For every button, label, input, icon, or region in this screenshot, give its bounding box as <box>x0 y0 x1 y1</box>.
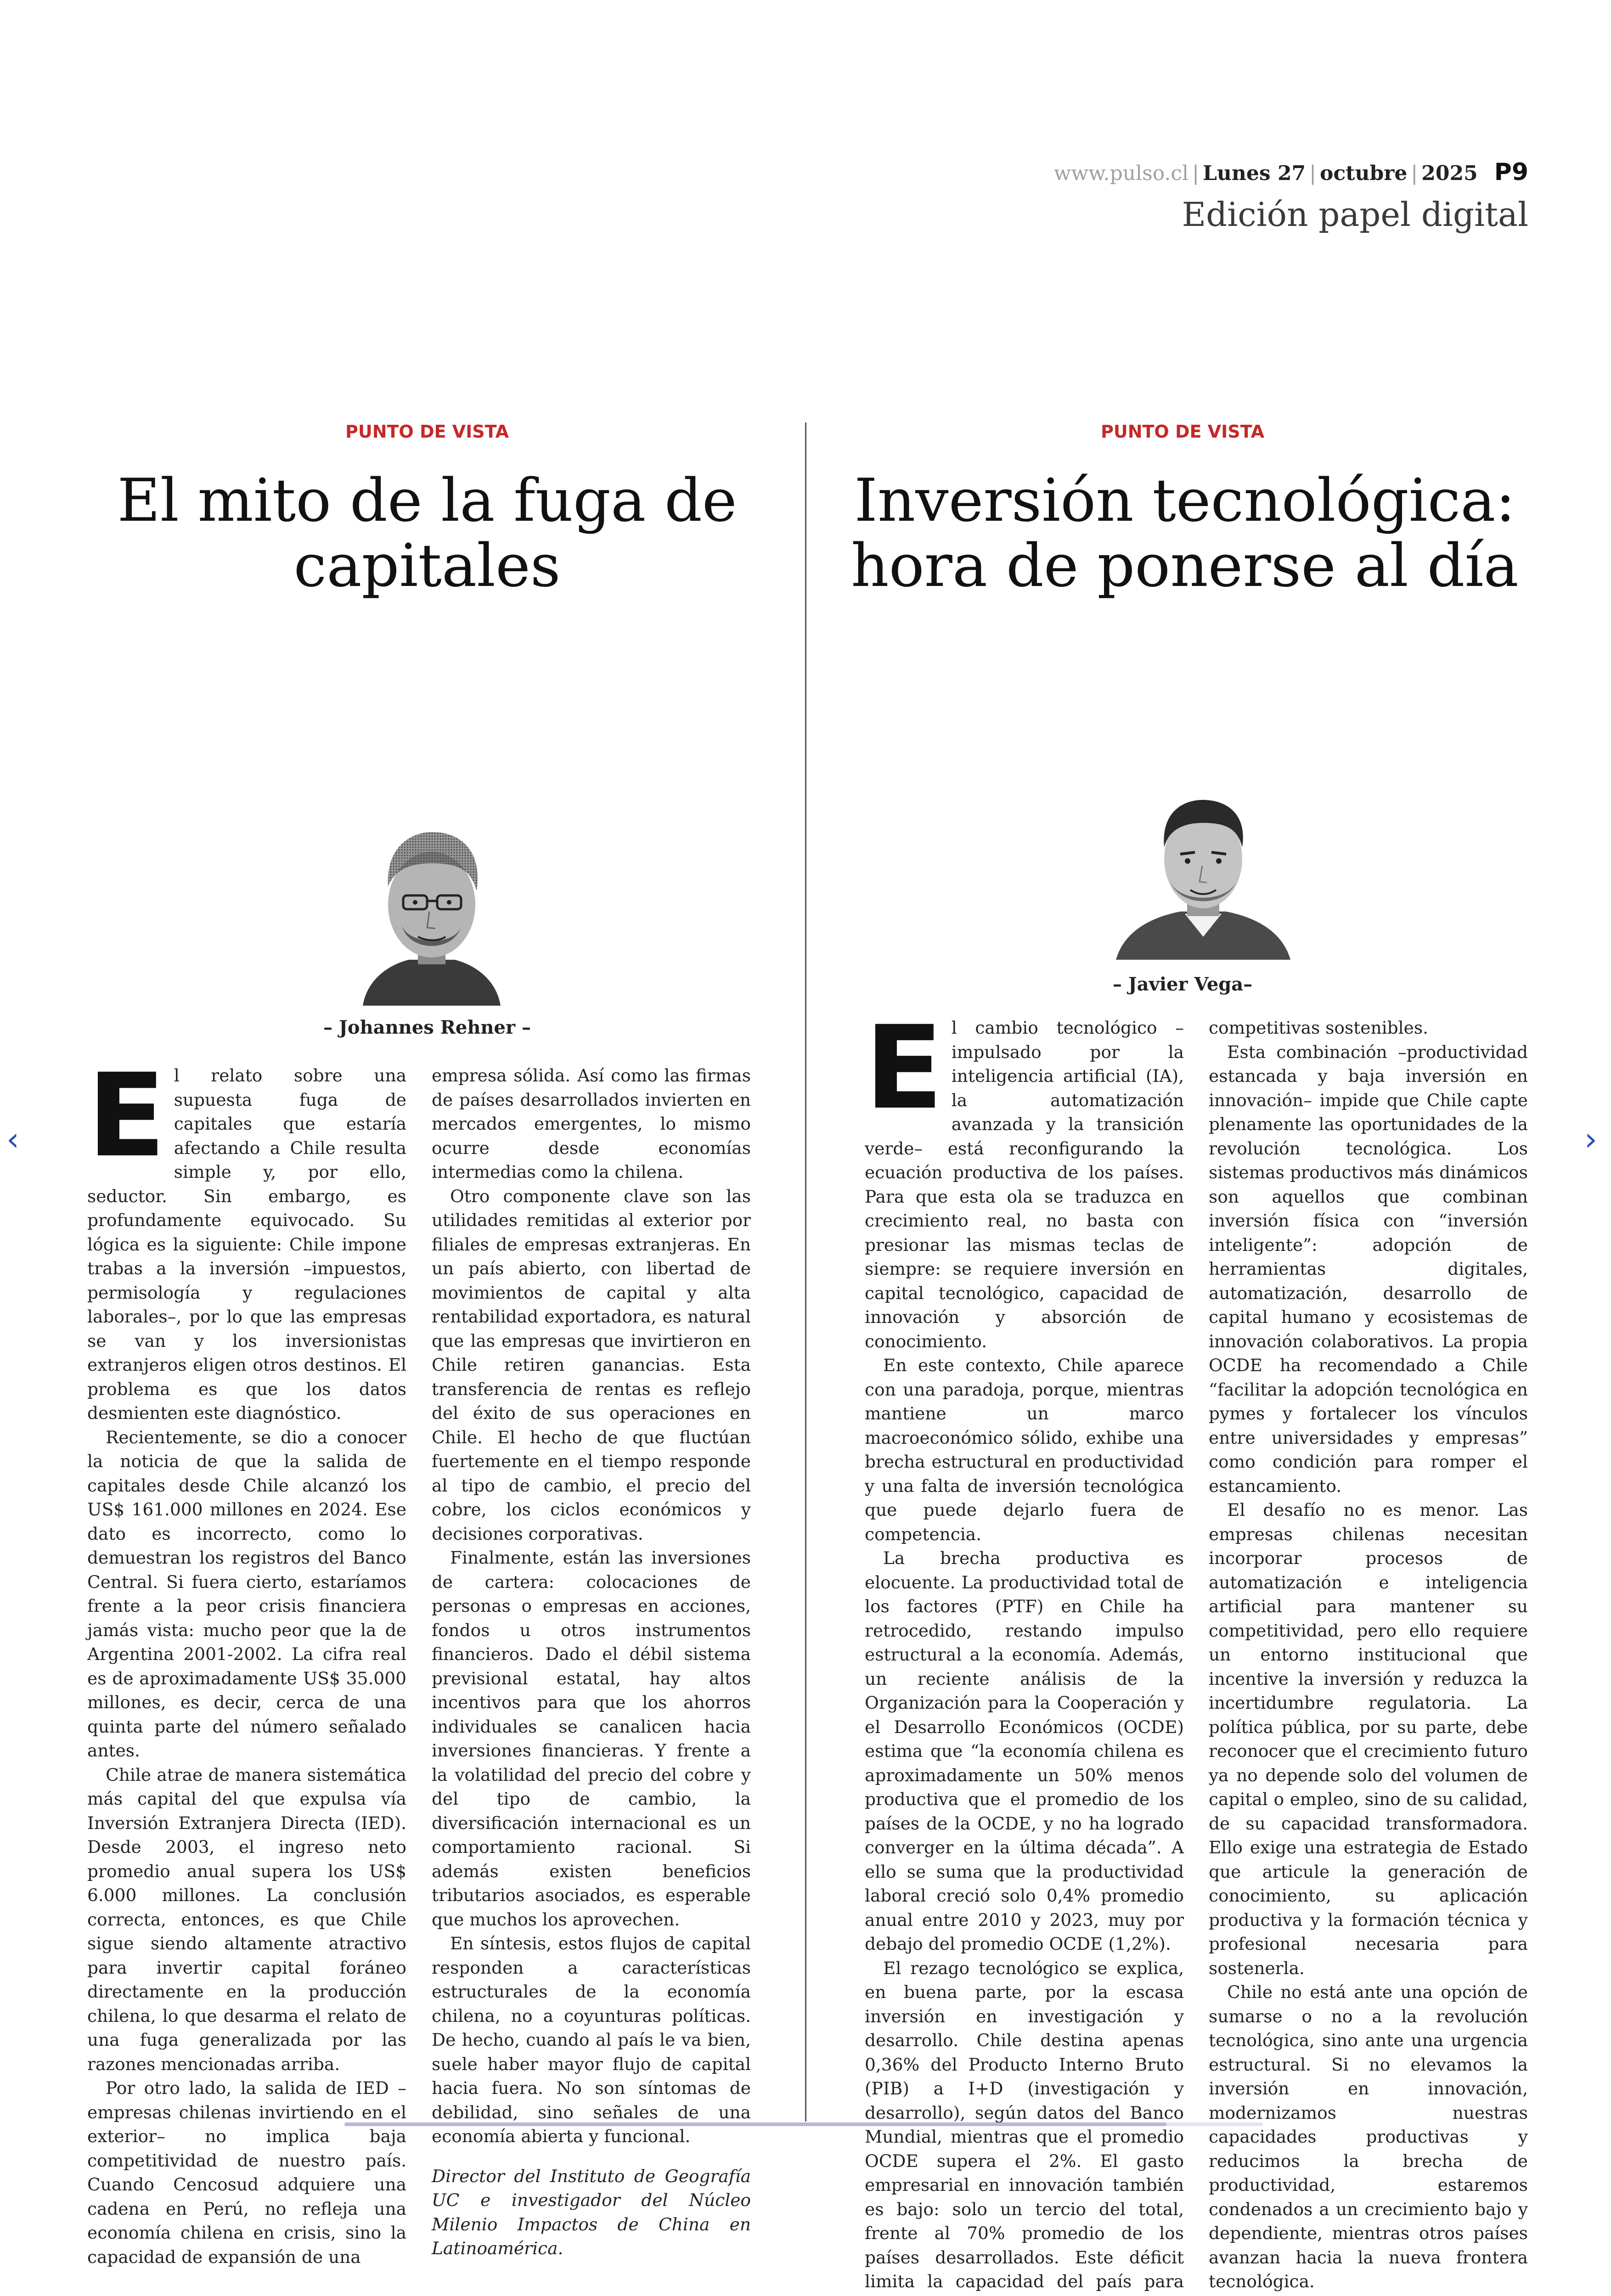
article-1-kicker: PUNTO DE VISTA <box>87 422 767 442</box>
edition-label: Edición papel digital <box>1054 195 1528 234</box>
chevron-right-icon[interactable]: › <box>1584 1120 1597 1158</box>
article-2-title <box>827 468 1543 599</box>
article-2-paragraph: La brecha productiva es elocuente. La productividad total de los factores (PTF) en Chile ha retrocedido, restando impulso estructural a la economía. Además, un reciente análisis de la Organización para la Cooperación y el Desarrollo Económicos (OCDE) estima que “la economía chilena es aproximadamente un 50% menos productiva que el promedio de los países de la OCDE, y no ha logrado converger en la última década”. A ello se suma que la productividad laboral creció solo 0,4% promedio anual entre 2010 y 2023, muy por debajo del promedio OCDE (1,2%). <box>865 1546 1184 1956</box>
page-number: P9 <box>1494 158 1528 186</box>
article-2-paragraph: l cambio tecnológico –impulsado por la inteligencia artificial (IA), la automatización avanzada y la transición verde– está reconfigurando la ecuación productiva de los países. Para que esta ola se traduzca en crecimiento real, no basta con presionar las mismas teclas de siempre: se requiere inversión en capital tecnológico, capacidad de innovación y absorción de conocimiento. <box>865 1016 1184 1353</box>
article-1-column-2 <box>432 1064 751 2261</box>
masthead <box>1054 158 1528 234</box>
date-month: octubre <box>1320 162 1407 185</box>
article-2-paragraph: competitivas sostenibles. <box>1209 1016 1528 1040</box>
scrollbar-thumb[interactable] <box>344 2122 1166 2126</box>
article-1-paragraph: Otro componente clave son las utilidades remitidas al exterior por filiales de empresas extranjeras. En un país abierto, con libertad de movimientos de capital y alta rentabilidad exportadora, es natural que las empresas que invirtieron en Chile retiren ganancias. Esta transferencia de rentas es reflejo del éxito de sus operaciones en Chile. El hecho de que fluctúan fuertemente en el tiempo responde al tipo de cambio, el precio del cobre, los ciclos económicos y decisiones corporativas. <box>432 1184 751 1546</box>
article-2-title-line2: hora de ponerse al día <box>827 534 1543 599</box>
article-2-paragraph: El rezago tecnológico se explica, en buena parte, por la escasa inversión en investigación y desarrollo. Chile destina apenas 0,36% del Producto Interno Bruto (PIB) a I+D (investigación y desarrollo), según datos del Banco Mundial, mientras que el promedio OCDE supera el 2%. El gasto empresarial en innovación también es bajo: solo un tercio del total, frente al 70% promedio de los países desarrollados. Este déficit limita la capacidad del país para <box>865 1956 1184 2296</box>
article-1-byline: – Johannes Rehner – <box>87 1017 767 1038</box>
article-2-paragraph: Esta combinación –productividad estancada y baja inversión en innovación– impide que Chile capte plenamente las oportunidades de la revolución tecnológica. Los sistemas productivos más dinámicos son aquellos que combinan inversión física con “inversión inteligente”: adopción de herramientas digitales, automatización, desarrollo de capital humano y ecosistemas de innovación colaborativos. La propia OCDE ha recomendado a Chile “facilitar la adopción tecnológica en pymes y fortalecer los vínculos entre universidades y empresas” como condición para romper el estancamiento. <box>1209 1040 1528 1498</box>
article-1-paragraph: Por otro lado, la salida de IED –empresas chilenas invirtiendo en el exterior– no implica baja competitividad de nuestro país. Cuando Cencosud adquiere una cadena en Perú, no refleja una economía chilena en crisis, sino la capacidad de expansión de una <box>87 2076 406 2269</box>
article-1-title-line1: El mito de la fuga de <box>69 468 785 534</box>
article-2-byline: – Javier Vega– <box>843 974 1522 995</box>
article-2-paragraph: Chile no está ante una opción de sumarse o no a la revolución tecnológica, sino ante una urgencia estructural. Si no elevamos la inversión en innovación, modernizamos nuestras capacidades productivas y reducimos la brecha de productividad, estaremos condenados a un crecimiento bajo y dependiente, mientras otros países avanzan hacia la nueva frontera tecnológica. <box>1209 1980 1528 2294</box>
site-url: www.pulso.cl <box>1054 162 1189 185</box>
article-1-column-1 <box>87 1064 406 2269</box>
page-scrollbar[interactable] <box>344 2122 1263 2126</box>
article-1-title-line2: capitales <box>69 534 785 599</box>
article-1-paragraph: Chile atrae de manera sistemática más capital del que expulsa vía Inversión Extranjera Directa (IED). Desde 2003, el ingreso neto promedio anual supera los US$ 6.000 millones. La conclusión correcta, entonces, es que Chile sigue siendo altamente atractivo para invertir capital foráneo directamente en la producción chilena, lo que desarma el relato de una fuga generalizada por las razones mencionadas arriba. <box>87 1763 406 2077</box>
article-2-title-line1: Inversión tecnológica: <box>827 468 1543 534</box>
chevron-left-icon[interactable]: ‹ <box>6 1120 19 1158</box>
article-2-dropcap: E <box>865 1022 943 1114</box>
column-divider <box>805 422 806 2122</box>
article-2-paragraph: El desafío no es menor. Las empresas chilenas necesitan incorporar procesos de automatización e inteligencia artificial para mantener su competitividad, pero ello requiere un entorno institucional que incentive la inversión y reduzca la incertidumbre regulatoria. La política pública, por su parte, debe reconocer que el crecimiento futuro ya no depende solo del volumen de capital o empleo, sino de su calidad, de su capacidad transformadora. Ello exige una estrategia de Estado que articule la generación de conocimiento, su aplicación productiva y la formación técnica y profesional necesaria para sostenerla. <box>1209 1498 1528 1980</box>
masthead-dateline: www.pulso.cl | Lunes 27 | octubre | 2025 P9 <box>1054 158 1528 186</box>
author-photo-vega <box>1111 790 1295 960</box>
article-1-author-signature: Director del Instituto de Geografía UC e investigador del Núcleo Milenio Impactos de China en Latinoamérica. <box>432 2164 751 2261</box>
date-year: 2025 <box>1421 162 1477 185</box>
article-1-title <box>69 468 785 599</box>
article-1-paragraph: En síntesis, estos flujos de capital responden a características estructurales de la economía chilena, no a coyunturas políticas. De hecho, cuando al país le va bien, suele haber mayor flujo de capital hacia fuera. No son síntomas de debilidad, sino señales de una economía abierta y funcional. <box>432 1931 751 2149</box>
article-1-paragraph: Recientemente, se dio a conocer la noticia de que la salida de capitales desde Chile alcanzó los US$ 161.000 millones en 2024. Ese dato es incorrecto, como lo demuestran los registros del Banco Central. Si fuera cierto, estaríamos frente a la peor crisis financiera jamás vista: mucho peor que la de Argentina 2001-2002. La cifra real es de aproximadamente US$ 35.000 millones, es decir, cerca de una quinta parte del número señalado antes. <box>87 1425 406 1763</box>
author-photo-rehner <box>354 827 510 1006</box>
article-2-kicker: PUNTO DE VISTA <box>843 422 1522 442</box>
article-2-paragraph: En este contexto, Chile aparece con una paradoja, porque, mientras mantiene un marco macroeconómico sólido, exhibe una brecha estructural en productividad y una falta de inversión tecnológica que puede dejarlo fuera de competencia. <box>865 1353 1184 1546</box>
article-2-column-2 <box>1209 1016 1528 2296</box>
article-2-column-1 <box>865 1016 1184 2296</box>
article-1-paragraph: Finalmente, están las inversiones de cartera: colocaciones de personas o empresas en acciones, fondos u otros instrumentos financieros. Dado el débil sistema previsional estatal, hay altos incentivos para que los ahorros individuales se canalicen hacia inversiones financieras. Y frente a la volatilidad del precio del cobre y del tipo de cambio, la diversificación internacional es un comportamiento racional. Si además existen beneficios tributarios asociados, es esperable que muchos los aprovechen. <box>432 1546 751 1931</box>
article-1-dropcap: E <box>87 1070 166 1162</box>
date-day: Lunes 27 <box>1203 162 1306 185</box>
article-1-paragraph: empresa sólida. Así como las firmas de países desarrollados invierten en mercados emergentes, lo mismo ocurre desde economías intermedias como la chilena. <box>432 1064 751 1184</box>
article-1-paragraph: l relato sobre una supuesta fuga de capitales que estaría afectando a Chile resulta simple y, por ello, seductor. Sin embargo, es profundamente equivocado. Su lógica es la siguiente: Chile impone trabas a la inversión –impuestos, permisología y regulaciones laborales–, por lo que las empresas se van y los inversionistas extranjeros eligen otros destinos. El problema es que los datos desmienten este diagnóstico. <box>87 1064 406 1425</box>
